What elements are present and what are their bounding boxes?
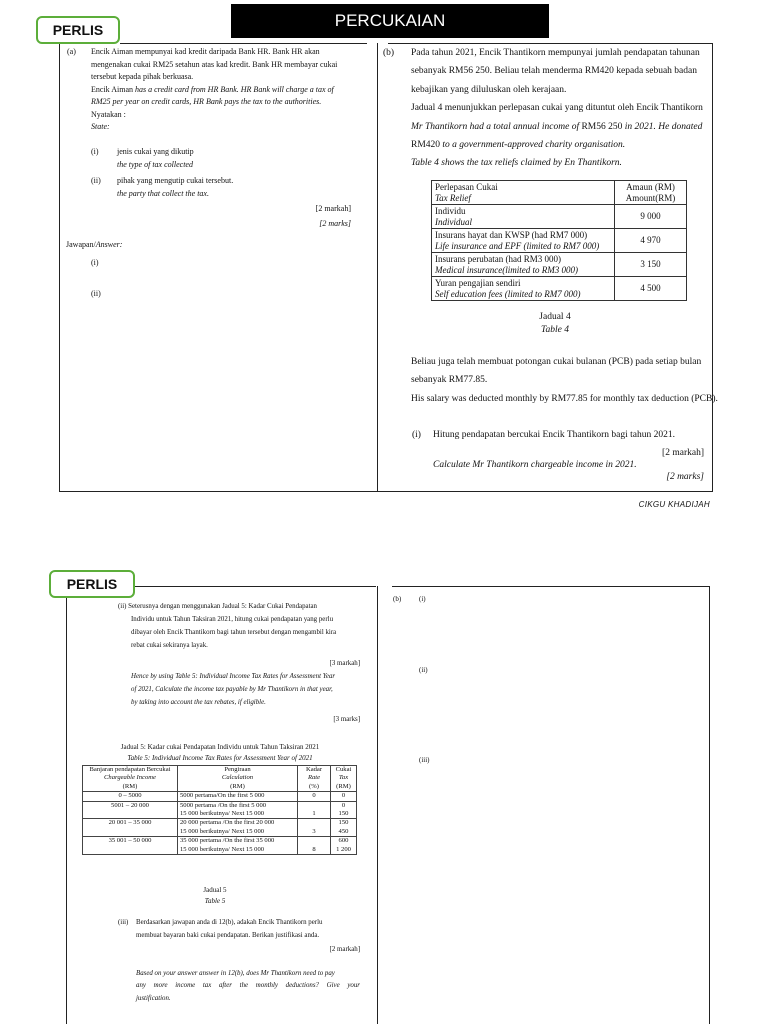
q-a-number: (a) [67, 47, 76, 56]
q-b-ii-line-2: Individu untuk Tahun Taksiran 2021, hitung cukai pendapatan yang perlu [131, 616, 334, 623]
q-b-i-ms: Hitung pendapatan bercukai Encik Thantikorn bagi tahun 2021. [433, 430, 676, 440]
question-b-text [411, 44, 708, 173]
q-b-ii-line-3: dibayar oleh Encik Thantikorn bagi tahun tersebut dengan mengambil kira [131, 629, 337, 636]
frame2-mid [377, 586, 378, 1024]
pcb-line-1: Beliau juga telah membuat potongan cukai bulanan (PCB) pada setiap bulan [411, 357, 702, 367]
q-b-ii-line-4: rebat cukai sekiranya layak. [131, 642, 208, 649]
q-b-iii-markah: [2 markah] [329, 946, 360, 953]
q-a-ms-line-3: tersebut kepada pihak berkuasa. [91, 72, 194, 81]
q-a-ii-number: (ii) [91, 176, 101, 185]
table5-caption-ms: Jadual 5 [203, 886, 227, 894]
table-row: 35 001 – 50 000 35 000 pertama /On the first 35 000 15 000 berikutnya/ Next 15 000 8 600 1 200 [83, 837, 357, 855]
q-b-iii-number: (iii) [118, 919, 129, 926]
table5-caption-en: Table 5 [204, 897, 226, 905]
q-a-en-line-1: Encik Aiman has a credit card from HR Bank. HR Bank will charge a tax of [91, 84, 334, 94]
table5-title-ms: Jadual 5: Kadar cukai Pendapatan Individu untuk Tahun Taksiran 2021 [120, 743, 320, 751]
q-a-markah: [2 markah] [315, 204, 351, 213]
q-b-line-4: Jadual 4 menunjukkan perlepasan cukai yang dituntut oleh Encik Thantikorn [411, 103, 703, 114]
pcb-line-2: sebanyak RM77.85. [411, 375, 488, 386]
q-a-marks: [2 marks] [319, 219, 351, 228]
q-a-nyatakan: Nyatakan : [91, 109, 126, 119]
frame-mid [377, 43, 378, 491]
table-row: 5001 – 20 000 5000 pertama /On the first 5 000 15 000 berikutnya/ Next 15 000 1 0 150 [83, 801, 357, 819]
table4-caption-en: Table 4 [541, 325, 569, 335]
q-a-i-ms: jenis cukai yang dikutip [117, 147, 194, 156]
q-a-ii-en: the party that collect the tax. [117, 189, 209, 198]
table-row: Insurans hayat dan KWSP (had RM7 000) Life insurance and EPF (limited to RM7 000) 4 970 [432, 229, 687, 253]
frame2-top-right [392, 586, 710, 587]
q-b-ii-en-1: Hence by using Table 5: Individual Income Tax Rates for Assessment Year [131, 673, 336, 680]
table-row: Insurans perubatan (had RM3 000) Medical insurance(limited to RM3 000) 3 150 [432, 253, 687, 277]
table-row: Yuran pengajian sendiri Self education fees (limited to RM7 000) 4 500 [432, 277, 687, 301]
answer-b-label: (b) [393, 595, 402, 603]
q-b-line-6: RM420 to a government-approved charity organisation. [411, 140, 626, 151]
q-b-line-5: Mr Thantikorn had a total annual income of RM56 250 in 2021. He donated [411, 121, 703, 132]
frame-bottom [59, 491, 713, 492]
answer-i: (i) [91, 258, 99, 267]
q-b-number: (b) [383, 48, 395, 58]
page-title: PERCUKAIAN [231, 4, 549, 38]
q-b-line-2: sebanyak RM56 250. Beliau telah menderma RM420 kepada sebuah badan [411, 66, 697, 77]
table-row: 20 001 – 35 000 20 000 pertama /On the first 20 000 15 000 berikutnya/ Next 15 000 3 150 450 [83, 819, 357, 837]
q-a-ms-line-1: Encik Aiman mempunyai kad kredit daripada Bank HR. Bank HR akan [91, 47, 320, 56]
q-b-i-number: (i) [412, 430, 421, 440]
q-b-i-marks: [2 marks] [666, 472, 704, 482]
answer-b-iii: (iii) [419, 756, 430, 764]
perlis-tag-2: PERLIS [49, 570, 135, 598]
q-b-line-3: kebajikan yang diluluskan oleh kerajaan. [411, 84, 567, 95]
q-b-iii-en-2: any more income tax after the monthly deductions? Give your [136, 982, 360, 989]
q-b-iii-en-1: Based on your answer answer in 12(b), does Mr Thantikorn need to pay [136, 969, 335, 977]
author-footer: CIKGU KHADIJAH [638, 500, 710, 509]
q-a-en-line-2: RM25 per year on credit cards, HR Bank pays the tax to the authorities. [91, 97, 322, 106]
frame-left [59, 44, 60, 491]
frame2-top-left [135, 586, 376, 587]
tax-relief-table [431, 180, 687, 301]
q-b-line-1: Pada tahun 2021, Encik Thantikorn mempunyai jumlah pendapatan tahunan [411, 48, 700, 58]
q-a-i-number: (i) [91, 147, 99, 156]
table-row: Banjaran pendapatan Bercukai Chargeable Income (RM) Pengiraan Calculation (RM) Kadar Rate (%) Cukai Tax (RM) [83, 766, 357, 792]
question-b-ii [118, 600, 360, 726]
q-a-ms-line-2: mengenakan cukai RM25 setahun atas kad kredit. Bank HR membayar cukai [91, 59, 338, 69]
q-a-state: State: [91, 122, 110, 131]
q-b-iii-line-1: Berdasarkan jawapan anda di 12(b), adakah Encik Thantikorn perlu [136, 919, 323, 926]
q-b-i-markah: [2 markah] [662, 448, 704, 458]
q-b-iii-en-3: justification. [136, 994, 171, 1002]
table-row: Individu Individual 9 000 [432, 205, 687, 229]
q-b-ii-en-3: by taking into account the tax rebates, if eligible. [131, 699, 266, 706]
question-b-iii [118, 917, 360, 1005]
answer-b-i: (i) [419, 595, 426, 603]
answer-b-ii: (ii) [419, 666, 428, 674]
q-b-line-7: Table 4 shows the tax reliefs claimed by En Thantikorn. [411, 158, 622, 169]
q-b-ii-line-1: (ii) Seterusnya dengan menggunakan Jadual 5: Kadar Cukai Pendapatan [118, 603, 318, 610]
perlis-tag: PERLIS [36, 16, 120, 44]
pcb-text [411, 353, 718, 408]
frame2-left [66, 598, 67, 1024]
q-b-iii-line-2: membuat bayaran baki cukai pendapatan. Berikan justifikasi anda. [136, 931, 320, 939]
q-a-ii-ms: pihak yang mengutip cukai tersebut. [117, 176, 234, 185]
table5-title-en: Table 5: Individual Income Tax Rates for Assessment Year of 2021 [127, 754, 313, 762]
jawapan-label: Jawapan/Answer: [66, 240, 123, 249]
answer-ii: (ii) [91, 289, 101, 298]
pcb-line-3: His salary was deducted monthly by RM77.85 for monthly tax deduction (PCB). [411, 393, 718, 404]
table-row: 0 – 5000 5000 pertama/On the first 5 000 0 0 [83, 792, 357, 801]
frame-right [712, 43, 713, 491]
table4-caption-ms: Jadual 4 [539, 312, 571, 322]
tax-rate-table [82, 765, 357, 855]
frame2-right [709, 586, 710, 1024]
q-b-i-en: Calculate Mr Thantikorn chargeable income in 2021. [433, 460, 637, 470]
frame-top-left [120, 43, 367, 44]
q-b-ii-marks: [3 marks] [333, 716, 360, 723]
table-row: Perlepasan Cukai Tax Relief Amaun (RM) Amount(RM) [432, 181, 687, 205]
question-a [67, 46, 357, 134]
q-b-ii-markah: [3 markah] [329, 660, 360, 667]
q-b-ii-en-2: of 2021, Calculate the income tax payable by Mr Thantikorn in that year, [131, 686, 333, 693]
q-a-i-en: the type of tax collected [117, 160, 193, 169]
